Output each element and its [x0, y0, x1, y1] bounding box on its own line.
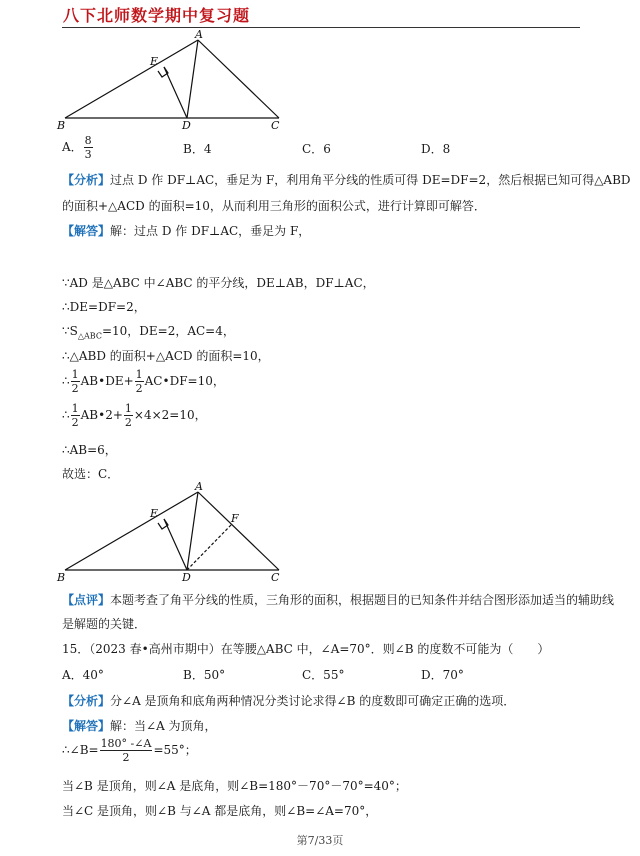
label-d: D	[182, 119, 191, 132]
segment-ad	[187, 492, 198, 570]
step-7: ∴AB=6，	[62, 443, 117, 457]
segment-de	[164, 67, 187, 118]
label-b: B	[57, 119, 66, 132]
q15-option-c: C．55°	[302, 668, 345, 682]
triangle-figure-1	[55, 30, 295, 132]
solution-line-1: 【解答】解：过点 D 作 DF⊥AC，垂足为 F，	[62, 224, 311, 238]
side-ab	[65, 492, 198, 570]
comment-line-1: 【点评】本题考查了角平分线的性质，三角形的面积，根据题目的已知条件并结合图形添加适当的辅助线	[62, 593, 615, 607]
step-3: $\because S_{\triangle ABC}=10$，DE=2，AC=4，	[62, 324, 235, 341]
step-4: ∴△ABD 的面积+△ACD 的面积=10，	[62, 349, 270, 363]
analysis-line-2: 的面积+△ACD 的面积=10，从而利用三角形的面积公式，进行计算即可解答．	[62, 199, 486, 213]
analysis-line-1: 【分析】过点 D 作 DF⊥AC，垂足为 F，利用角平分线的性质可得 DE=DF=2，然后根据已知可得△ABD	[62, 173, 631, 187]
comment-line-2: 是解题的关键．	[62, 617, 147, 631]
header-divider	[62, 27, 580, 28]
side-ac	[198, 40, 279, 118]
label-e: E	[150, 55, 159, 68]
label-c: C	[271, 119, 280, 132]
option-b: B．4	[183, 142, 212, 156]
triangle-figure-2	[55, 482, 295, 584]
q15-case-b: 当∠B 是顶角，则∠A 是底角，则∠B=180°－70°－70°=40°；	[62, 779, 407, 793]
question-15: 15．（2023 春•高州市期中）在等腰△ABC 中，∠A=70°．则∠B 的度数不可能为（ ）	[62, 642, 550, 656]
q15-option-b: B．50°	[183, 668, 226, 682]
label-c: C	[271, 571, 280, 584]
q15-solution-1: 【解答】解：当∠A 为顶角，	[62, 719, 217, 733]
q15-case-c: 当∠C 是顶角，则∠B 与∠A 都是底角，则∠B=∠A=70°，	[62, 804, 378, 818]
label-a: A	[195, 30, 203, 41]
label-d: D	[182, 571, 191, 584]
option-c: C．6	[302, 142, 331, 156]
label-e: E	[150, 507, 159, 520]
label-b: B	[57, 571, 66, 584]
q15-analysis: 【分析】分∠A 是顶角和底角两种情况分类讨论求得∠B 的度数即可确定正确的选项．	[62, 694, 516, 708]
label-a: A	[195, 482, 203, 493]
q15-option-a: A．40°	[62, 668, 104, 682]
side-ab	[65, 40, 198, 118]
document-header-title: 八下北师数学期中复习题	[63, 6, 251, 25]
segment-df-dashed	[187, 524, 232, 570]
q15-step-fraction: ∴∠B= $\frac{180^\circ -\angle A}{2}$ =55°；	[62, 737, 197, 764]
step-1: ∵AD 是△ABC 中∠ABC 的平分线，DE⊥AB，DF⊥AC，	[62, 276, 375, 290]
side-ac	[198, 492, 279, 570]
step-6: ∴ $\frac{1}{2}$ AB•2+ $\frac{1}{2}$ ×4×2=10，	[62, 402, 207, 429]
step-5: ∴ $\frac{1}{2}$ AB•DE+ $\frac{1}{2}$ AC•DF=10，	[62, 368, 225, 395]
label-f: F	[231, 512, 239, 525]
answer-line: 故选：C．	[62, 467, 120, 481]
segment-de	[164, 519, 187, 570]
q15-option-d: D．70°	[421, 668, 464, 682]
page-number: 第7/33页	[296, 834, 344, 847]
step-2: ∴DE=DF=2，	[62, 300, 146, 314]
segment-ad	[187, 40, 198, 118]
option-a: A． $\frac{8}{3}$	[62, 134, 92, 161]
option-d: D．8	[421, 142, 451, 156]
